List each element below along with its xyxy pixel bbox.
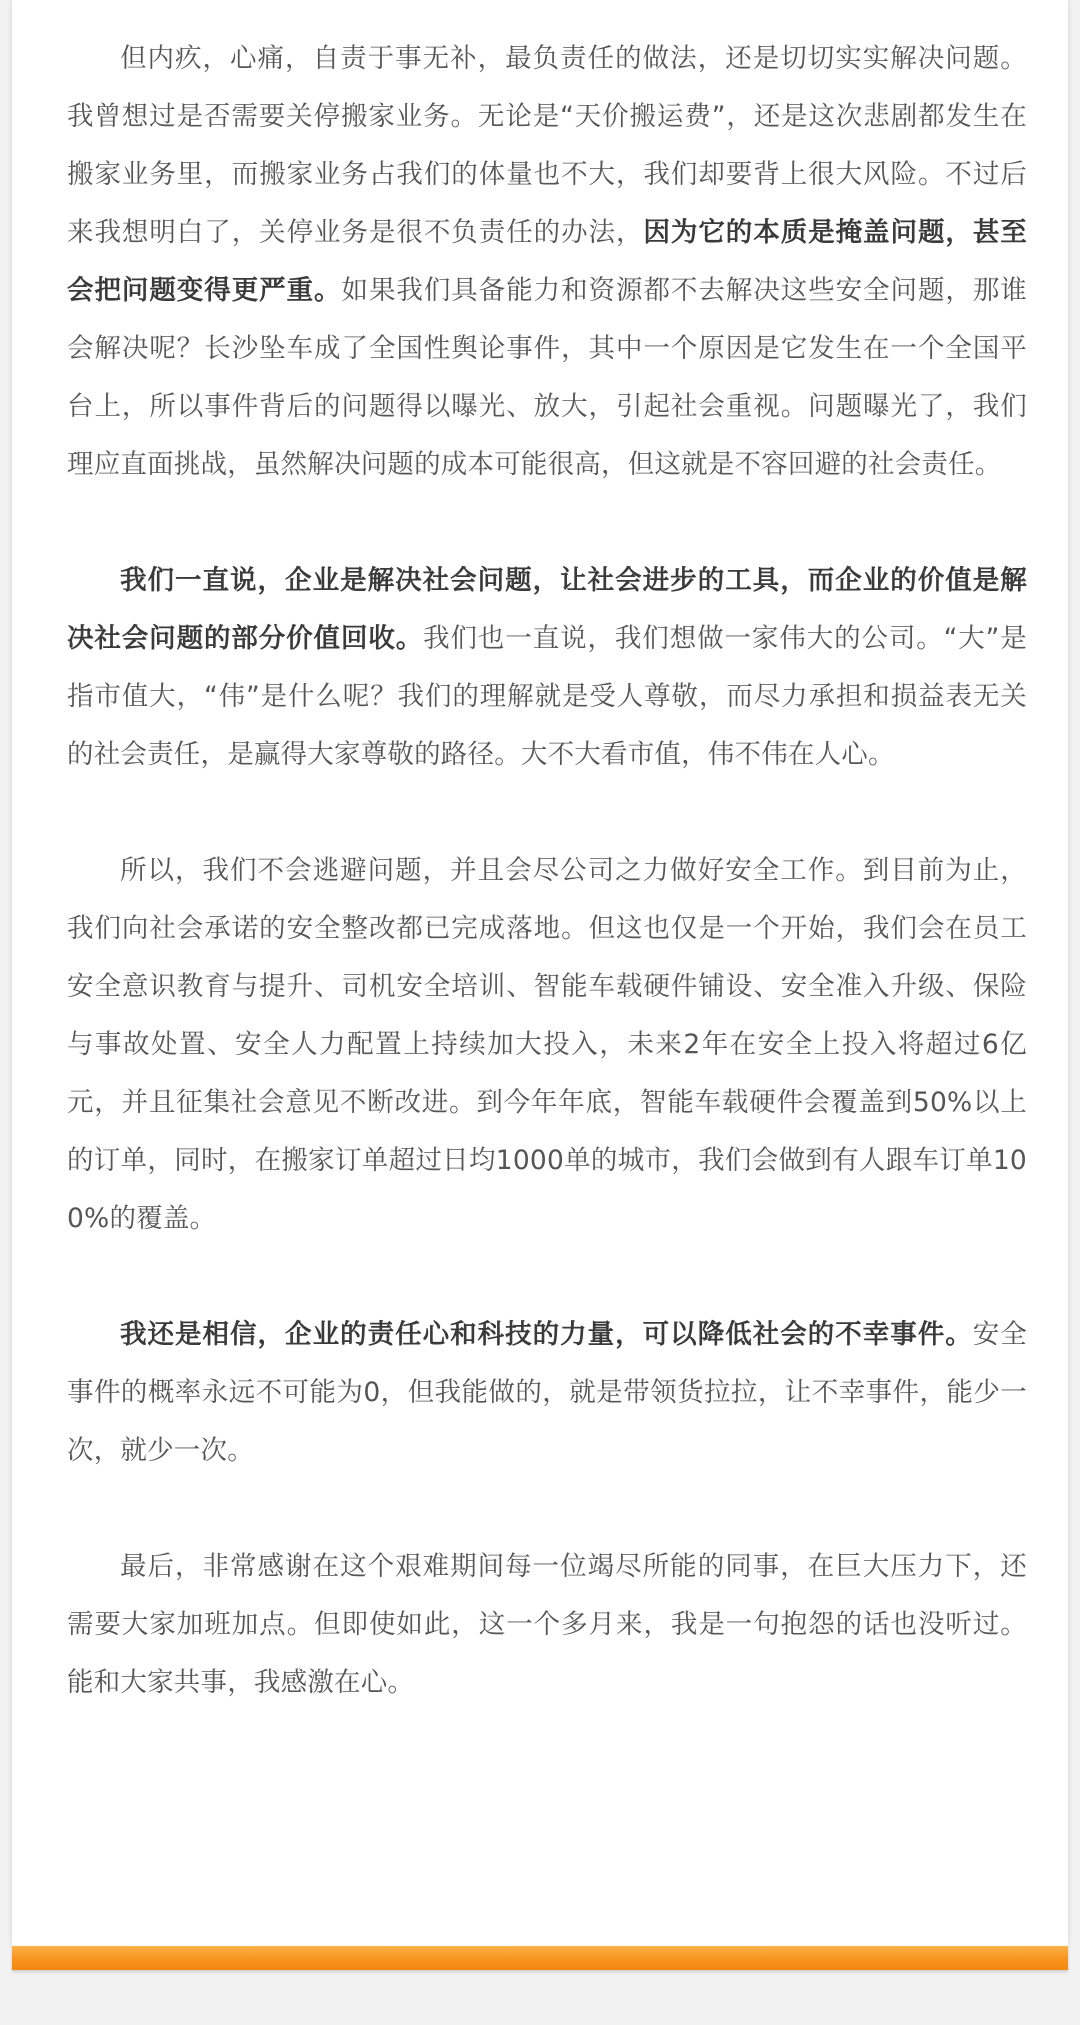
p1-text-2: 如果我们具备能力和资源都不去解决这些安全问题，那谁会解决呢？长沙坠车成了全国性舆论事件，其中一个原因是它发生在一个全国平台上，所以事件背后的问题得以曝光、放大，引起社会重视。问题曝光了，我们理应直面挑战，虽然解决问题的成本可能很高，但这就是不容回避的社会责任。 — [67, 275, 1027, 480]
p2-text-1: 我们也一直说，我们想做一家伟大的公司。“大”是指市值大，“伟”是什么呢？我们的理解就是受人尊敬，而尽力承担和损益表无关的社会责任，是赢得大家尊敬的路径。大不大看市值，伟不伟在人心。 — [67, 623, 1027, 770]
p5-text-1: 最后，非常感谢在这个艰难期间每一位竭尽所能的同事，在巨大压力下，还需要大家加班加点。但即使如此，这一个多月来，我是一句抱怨的话也没听过。能和大家共事，我感激在心。 — [67, 1551, 1027, 1698]
p3-text-1: 所以，我们不会逃避问题，并且会尽公司之力做好安全工作。到目前为止，我们向社会承诺的安全整改都已完成落地。但这也仅是一个开始，我们会在员工安全意识教育与提升、司机安全培训、智能车载硬件铺设、安全准入升级、保险与事故处置、安全人力配置上持续加大投入，未来2年在安全上投入将超过6亿元，并且征集社会意见不断改进。到今年年底，智能车载硬件会覆盖到50%以上的订单，同时，在搬家订单超过日均1000单的城市，我们会做到有人跟车订单100%的覆盖。 — [67, 855, 1027, 1234]
paragraph-2 — [67, 552, 1027, 784]
p1-text-1: 但内疚，心痛，自责于事无补，最负责任的做法，还是切切实实解决问题。我曾想过是否需要关停搬家业务。无论是“天价搬运费”，还是这次悲剧都发生在搬家业务里，而搬家业务占我们的体量也不大，我们却要背上很大风险。不过后来我想明白了，关停业务是很不负责任的办法， — [67, 43, 1027, 248]
paragraph-5 — [67, 1538, 1027, 1712]
p4-bold-1: 我还是相信，企业的责任心和科技的力量，可以降低社会的不幸事件。 — [120, 1319, 973, 1350]
paragraph-1 — [67, 30, 1027, 494]
paragraph-4 — [67, 1306, 1027, 1480]
p4-text-1: 安全事件的概率永远不可能为0，但我能做的，就是带领货拉拉，让不幸事件，能少一次，就少一次。 — [67, 1319, 1027, 1466]
footer-accent-bar — [12, 1946, 1068, 1970]
p2-bold-1: 我们一直说，企业是解决社会问题，让社会进步的工具，而企业的价值是解决社会问题的部分价值回收。 — [67, 565, 1027, 654]
article-body — [67, 30, 1027, 1770]
paragraph-3 — [67, 842, 1027, 1248]
p1-bold-1: 因为它的本质是掩盖问题，甚至会把问题变得更严重。 — [67, 217, 1027, 306]
article-card — [12, 0, 1068, 1946]
